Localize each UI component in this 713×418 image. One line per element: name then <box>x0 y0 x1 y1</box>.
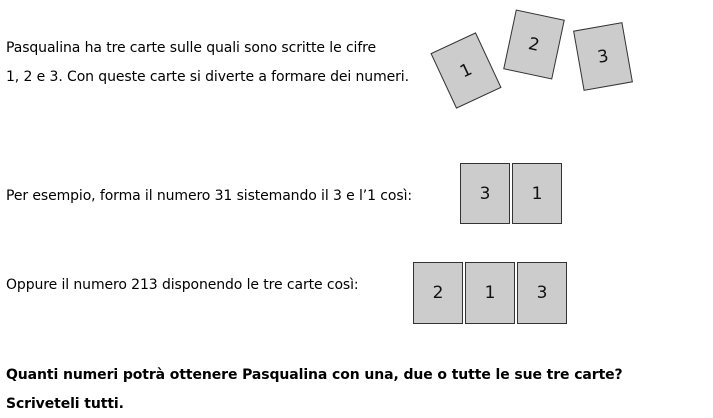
example-2-card-3 <box>517 262 567 324</box>
card-digit: 2 <box>432 283 444 303</box>
example-1-text: Per esempio, forma il numero 31 sistemando il 3 e l’1 così: <box>6 188 412 204</box>
tilted-card-3 <box>573 22 633 91</box>
card-digit: 2 <box>526 33 542 56</box>
card-digit: 1 <box>531 183 543 204</box>
example-2-card-1 <box>413 262 463 324</box>
card-digit: 1 <box>484 283 496 303</box>
question-line-2: Scriveteli tutti. <box>6 396 124 412</box>
example-2-card-2 <box>465 262 515 324</box>
question-line-1: Quanti numeri potrà ottenere Pasqualina con una, due o tutte le sue tre carte? <box>6 367 623 383</box>
tilted-card-1 <box>430 32 501 108</box>
card-digit: 3 <box>536 283 548 303</box>
tilted-card-2 <box>503 9 565 79</box>
card-digit: 1 <box>456 59 476 82</box>
intro-line-1: Pasqualina ha tre carte sulle quali sono scritte le cifre <box>6 40 377 56</box>
card-digit: 3 <box>595 45 611 68</box>
example-1-card-1 <box>460 163 510 224</box>
example-2-text: Oppure il numero 213 disponendo le tre carte così: <box>6 277 359 293</box>
intro-line-2: 1, 2 e 3. Con queste carte si diverte a formare dei numeri. <box>6 69 409 85</box>
card-digit: 3 <box>479 183 491 204</box>
example-1-card-2 <box>512 163 562 224</box>
